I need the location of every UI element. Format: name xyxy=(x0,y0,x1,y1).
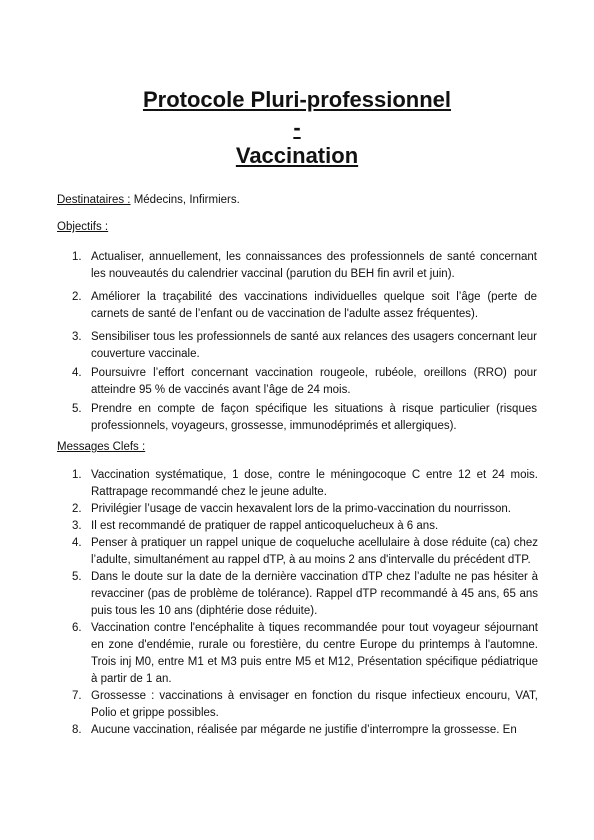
page-title: Protocole Pluri-professionnel xyxy=(142,87,452,112)
messages-heading xyxy=(57,441,145,453)
list-item xyxy=(57,569,538,620)
list-item-number: 8. xyxy=(72,724,82,736)
list-item-text: Aucune vaccination, réalisée par mégarde ne justifie d’interrompre la grossesse. En xyxy=(91,724,517,736)
list-item-text: Vaccination systématique, 1 dose, contre le méningocoque C entre 12 et 24 mois. Rattrapage recommandé chez le jeune adulte. xyxy=(91,469,538,498)
list-item-text: Sensibiliser tous les professionnels de santé aux relances des usagers concernant leur couverture vaccinale. xyxy=(91,331,537,360)
list-item xyxy=(57,535,538,569)
messages-list xyxy=(57,467,538,739)
list-item-number: 6. xyxy=(72,622,82,634)
list-item-text: Il est recommandé de pratiquer de rappel anticoquelucheux à 6 ans. xyxy=(91,520,439,532)
list-item xyxy=(57,467,538,501)
list-item-text: Prendre en compte de façon spécifique les situations à risque particulier (risques professionnels, voyageurs, grossesse, immunodéprimés et allergiques). xyxy=(91,403,537,432)
list-item-number: 3. xyxy=(72,520,82,532)
list-item-number: 2. xyxy=(72,291,82,303)
list-item xyxy=(57,289,537,323)
objectifs-heading-text: Objectifs : xyxy=(57,221,109,233)
list-item xyxy=(57,249,537,283)
destinataires-line xyxy=(57,194,240,206)
list-item-text: Actualiser, annuellement, les connaissances des professionnels de santé concernant les nouveautés du calendrier vaccinal (parution du BEH fin avril et juin). xyxy=(91,251,537,280)
list-item-text: Privilégier l’usage de vaccin hexavalent lors de la primo-vaccination du nourrisson. xyxy=(91,503,511,515)
list-item xyxy=(57,401,537,435)
list-item xyxy=(57,518,538,535)
list-item-number: 3. xyxy=(72,331,82,343)
list-item-text: Vaccination contre l'encéphalite à tiques recommandée pour tout voyageur séjournant en zone d'endémie, rurale ou forestière, du centre Europe du printemps à l'automne. Trois inj M0, entre M1 et M3 puis entre M5 et M12, Présentation spécifique pédiatrique à partir de 1 an. xyxy=(91,622,538,685)
list-item xyxy=(57,722,538,739)
list-item-number: 4. xyxy=(72,367,82,379)
list-item-number: 2. xyxy=(72,503,82,515)
title-separator: - xyxy=(293,115,301,140)
objectifs-list xyxy=(57,249,537,441)
list-item xyxy=(57,688,538,722)
list-item-text: Penser à pratiquer un rappel unique de coqueluche acellulaire à dose réduite (ca) chez l’adulte, simultanément au rappel dTP, à au moins 2 ans d'intervalle du précédent dTP. xyxy=(91,537,538,566)
destinataires-label: Destinataires : xyxy=(57,194,131,206)
list-item-text: Poursuivre l’effort concernant vaccination rougeole, rubéole, oreillons (RRO) pour atteindre 95 % de vaccinés avant l’âge de 24 mois. xyxy=(91,367,537,396)
list-item-number: 1. xyxy=(72,469,82,481)
list-item-text: Grossesse : vaccinations à envisager en fonction du risque infectieux encouru, VAT, Polio et grippe possibles. xyxy=(91,690,538,719)
page-subtitle: Vaccination xyxy=(235,143,359,168)
list-item-number: 7. xyxy=(72,690,82,702)
list-item-number: 1. xyxy=(72,251,82,263)
list-item xyxy=(57,329,537,363)
destinataires-value: Médecins, Infirmiers. xyxy=(130,194,240,206)
list-item-number: 5. xyxy=(72,571,82,583)
list-item xyxy=(57,501,538,518)
messages-heading-text: Messages Clefs : xyxy=(57,441,146,453)
list-item-text: Améliorer la traçabilité des vaccinations individuelles quelque soit l’âge (perte de carnets de santé de l’enfant ou de vaccination de l'adulte assez fréquentes). xyxy=(91,291,537,320)
list-item xyxy=(57,365,537,399)
objectifs-heading xyxy=(57,221,108,233)
list-item xyxy=(57,620,538,688)
list-item-number: 4. xyxy=(72,537,82,549)
list-item-number: 5. xyxy=(72,403,82,415)
list-item-text: Dans le doute sur la date de la dernière vaccination dTP chez l’adulte ne pas hésiter à revacciner (pas de problème de tolérance). Rappel dTP recommandé à 45 ans, 65 ans puis tous les 10 ans (diphtérie dose réduite). xyxy=(91,571,538,617)
